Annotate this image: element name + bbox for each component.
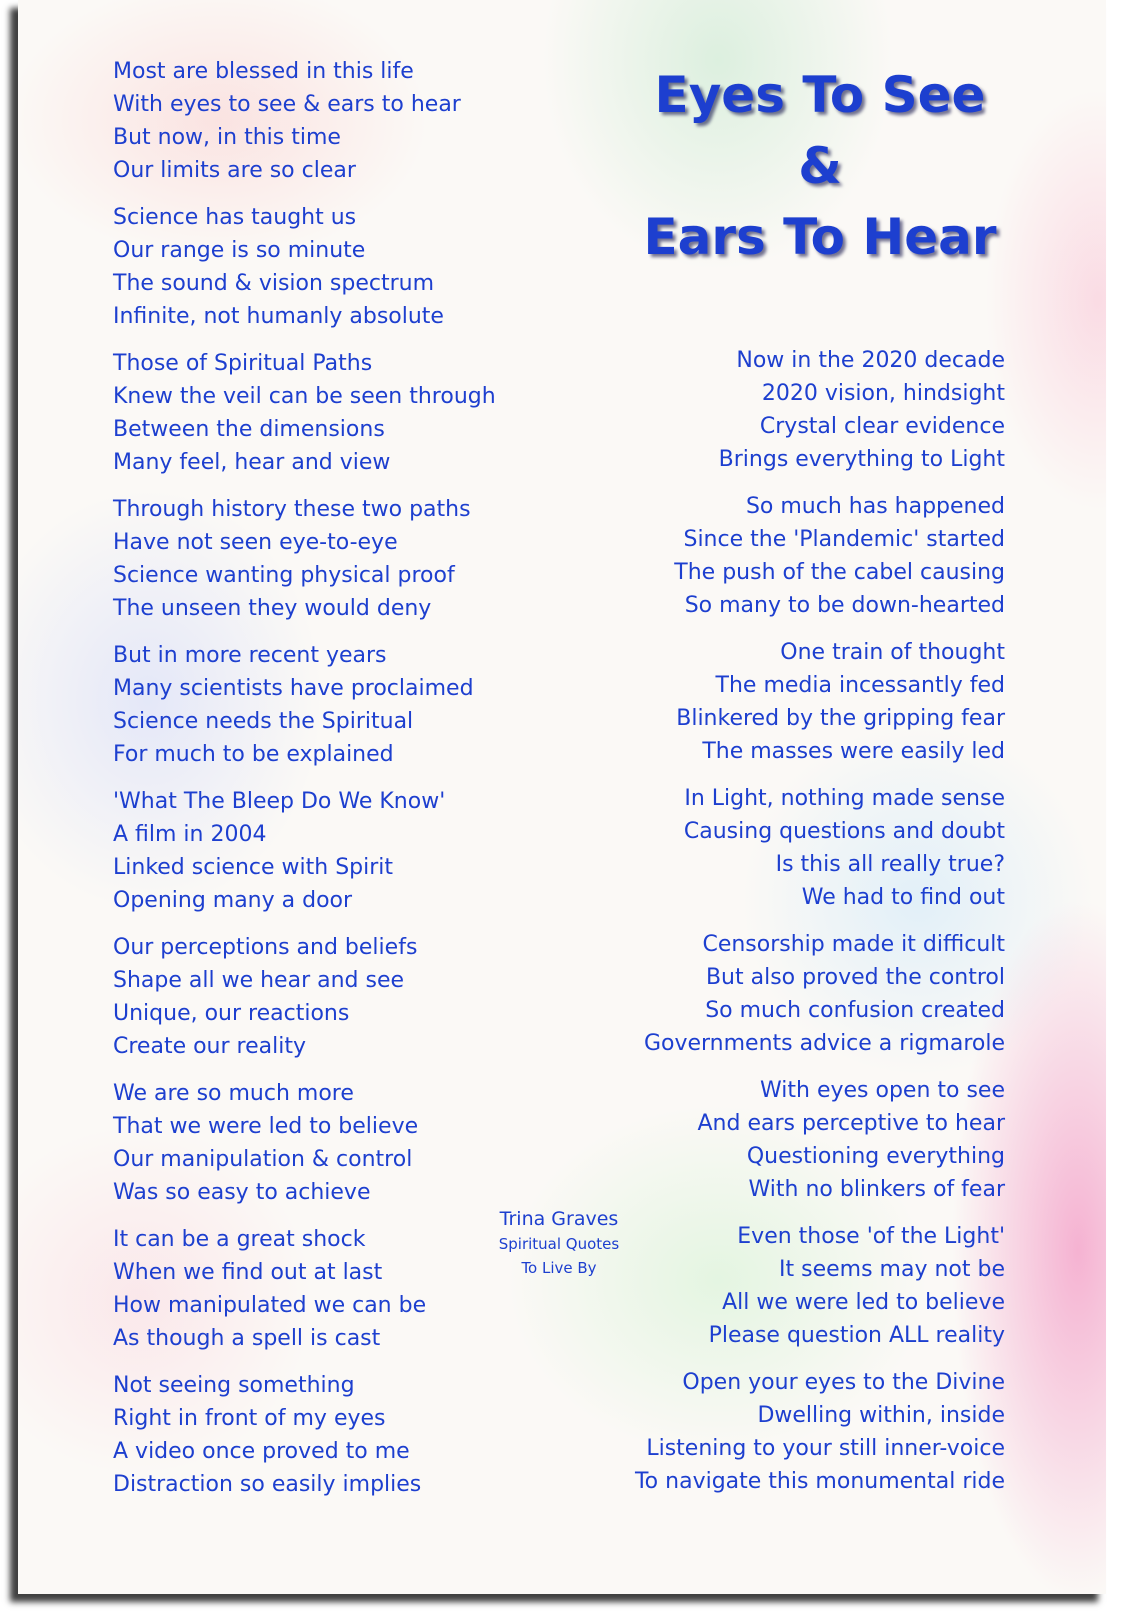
poem-line: So much confusion created [705, 998, 1005, 1023]
poem-line: With no blinkers of fear [748, 1177, 1005, 1202]
stanza [113, 201, 496, 333]
author-signature [479, 1206, 639, 1280]
poem-line: Shape all we hear and see [113, 968, 405, 993]
poem-line: It seems may not be [779, 1257, 1005, 1282]
poem-line: That we were led to believe [113, 1114, 419, 1139]
poem-line: With eyes to see & ears to hear [113, 92, 461, 117]
signature-line: Spiritual Quotes [498, 1235, 620, 1253]
poem-line: Causing questions and doubt [683, 819, 1005, 844]
poem-line: Dwelling within, inside [757, 1403, 1005, 1428]
stanza [113, 347, 496, 479]
poem-line: Censorship made it difficult [702, 932, 1005, 957]
poem-line: In Light, nothing made sense [684, 786, 1005, 811]
poem-line: It can be a great shock [113, 1227, 366, 1252]
poem-line: Most are blessed in this life [113, 59, 414, 84]
stanza [113, 1369, 496, 1501]
stanza [635, 782, 1005, 914]
poem-line: How manipulated we can be [113, 1293, 427, 1318]
poem-line: Through history these two paths [113, 497, 471, 522]
stanza [635, 1074, 1005, 1206]
poem-line: Brings everything to Light [718, 447, 1005, 472]
poem-line: Questioning everything [746, 1144, 1005, 1169]
poem-line: And ears perceptive to hear [697, 1111, 1005, 1136]
poem-line: When we find out at last [113, 1260, 383, 1285]
poem-line: One train of thought [780, 640, 1005, 665]
poem-line: With eyes open to see [760, 1078, 1005, 1103]
poem-line: Between the dimensions [113, 417, 385, 442]
poem-line: Have not seen eye-to-eye [113, 530, 398, 555]
poem-line: Was so easy to achieve [113, 1180, 371, 1205]
poem-line: Science needs the Spiritual [113, 709, 414, 734]
poem-line: But in more recent years [113, 643, 387, 668]
poem-line: The media incessantly fed [715, 673, 1005, 698]
poem-line: Our limits are so clear [113, 158, 356, 183]
poem-line: The unseen they would deny [113, 596, 432, 621]
poem-line: Is this all really true? [775, 852, 1005, 877]
poem-line: As though a spell is cast [113, 1326, 381, 1351]
poem-line: All we were led to believe [722, 1290, 1005, 1315]
poem-line: Open your eyes to the Divine [682, 1370, 1005, 1395]
poem-line: Linked science with Spirit [113, 855, 394, 880]
poem-line: Blinkered by the gripping fear [676, 706, 1005, 731]
left-column [113, 55, 496, 1515]
poem-line: A film in 2004 [113, 822, 267, 847]
poem-line: Opening many a door [113, 888, 353, 913]
poem-line: Science wanting physical proof [113, 563, 455, 588]
poem-line: Our perceptions and beliefs [113, 935, 418, 960]
stanza [113, 1077, 496, 1209]
poem-line: Distraction so easily implies [113, 1472, 422, 1497]
poem-line: Knew the veil can be seen through [113, 384, 496, 409]
title-line: & [798, 137, 842, 195]
poem-line: Right in front of my eyes [113, 1406, 386, 1431]
poem-line: But also proved the control [705, 965, 1005, 990]
poem-line: To navigate this monumental ride [634, 1469, 1005, 1494]
poem-line: We are so much more [113, 1081, 354, 1106]
poem-line: Governments advice a rigmarole [643, 1031, 1005, 1056]
poem-line: Even those 'of the Light' [737, 1224, 1005, 1249]
stanza [113, 931, 496, 1063]
poem-line: For much to be explained [113, 742, 394, 767]
poem-line: 'What The Bleep Do We Know' [113, 789, 446, 814]
stanza [635, 1366, 1005, 1498]
poem-line: The push of the cabel causing [674, 560, 1005, 585]
poem-line: The sound & vision spectrum [113, 271, 435, 296]
poem-line: So many to be down-hearted [684, 593, 1005, 618]
stanza [113, 639, 496, 771]
poem-line: Listening to your still inner-voice [646, 1436, 1005, 1461]
poem-line: We had to find out [801, 885, 1005, 910]
poem-line: Those of Spiritual Paths [113, 351, 373, 376]
stanza [635, 490, 1005, 622]
poem-line: 2020 vision, hindsight [761, 381, 1005, 406]
stanza [635, 928, 1005, 1060]
title-line: Eyes To See [654, 66, 986, 124]
stanza [635, 636, 1005, 768]
poem-line: A video once proved to me [113, 1439, 410, 1464]
poem-line: Science has taught us [113, 205, 357, 230]
poem-line: Please question ALL reality [708, 1323, 1005, 1348]
poem-line: Unique, our reactions [113, 1001, 350, 1026]
poem-line: Not seeing something [113, 1373, 355, 1398]
poem-line: But now, in this time [113, 125, 341, 150]
stanza [113, 55, 496, 187]
stanza [635, 1220, 1005, 1352]
poem-line: Many feel, hear and view [113, 450, 391, 475]
title-line: Ears To Hear [643, 208, 997, 266]
stanza [113, 785, 496, 917]
poem-line: Crystal clear evidence [759, 414, 1005, 439]
stanza [635, 344, 1005, 476]
poem-line: So much has happened [745, 494, 1005, 519]
poem-line: Now in the 2020 decade [736, 348, 1005, 373]
poem-line: Our manipulation & control [113, 1147, 413, 1172]
signature-line: To Live By [521, 1259, 597, 1277]
poem-line: Since the 'Plandemic' started [683, 527, 1005, 552]
poem-line: The masses were easily led [702, 739, 1005, 764]
author-name: Trina Graves [499, 1208, 619, 1230]
stanza [113, 1223, 496, 1355]
poem-title [620, 60, 1020, 273]
poem-line: Our range is so minute [113, 238, 366, 263]
poem-line: Create our reality [113, 1034, 306, 1059]
stanza [113, 493, 496, 625]
right-column [635, 344, 1005, 1512]
poem-line: Many scientists have proclaimed [113, 676, 474, 701]
poem-line: Infinite, not humanly absolute [113, 304, 444, 329]
